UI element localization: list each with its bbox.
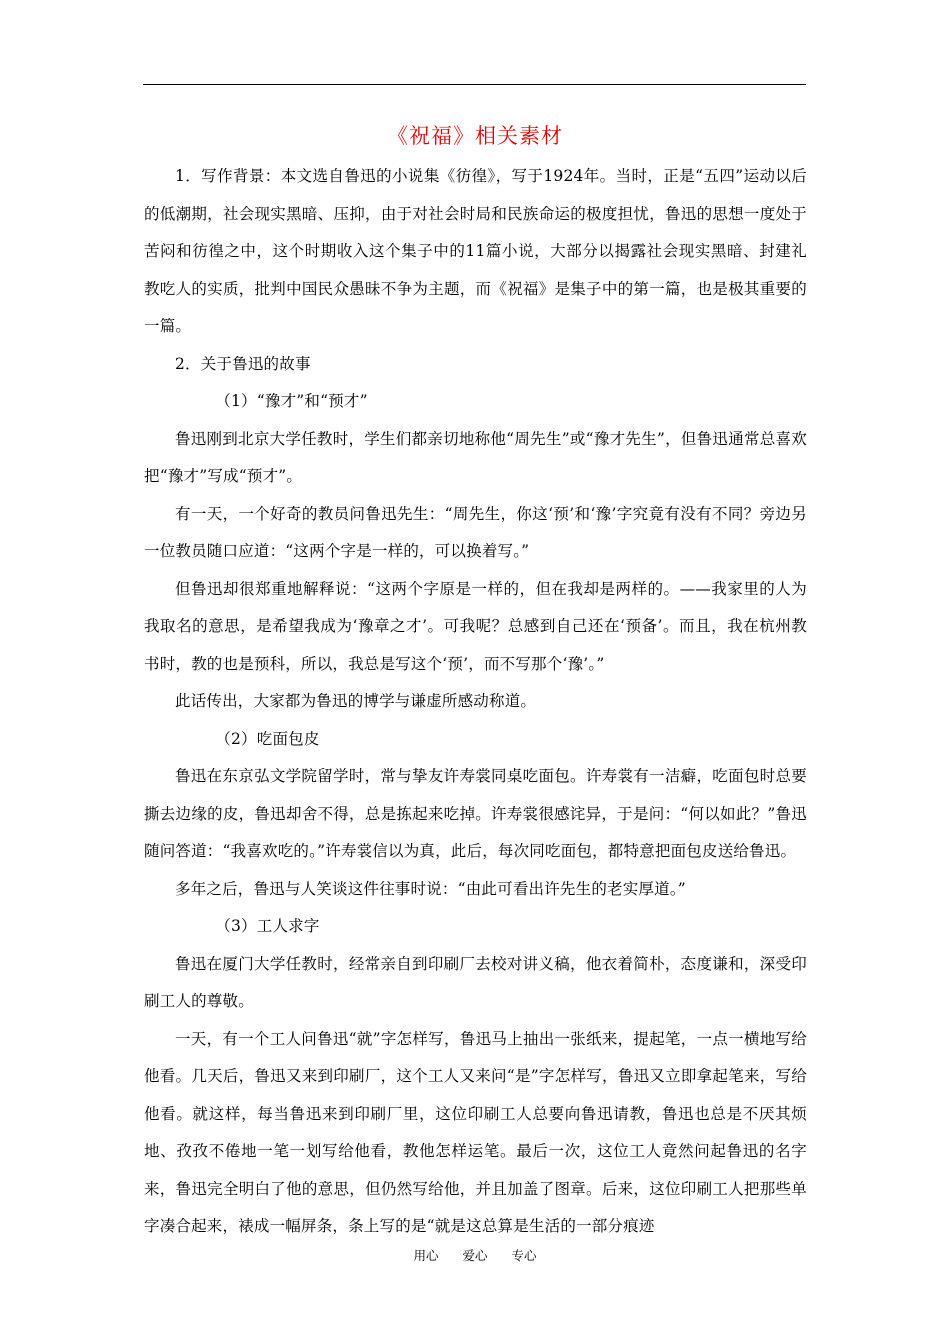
paragraph: 但鲁迅却很郑重地解释说：“这两个字原是一样的，但在我却是两样的。——我家里的人为我取名的意思，是希望我成为‘豫章之才’。可我呢？总感到自己还在‘预备’。而且，我在杭州教书时，教的也是预科，所以，我总是写这个‘预’，而不写那个‘豫’。”	[144, 579, 807, 673]
story-heading-1: （1）“豫才”和“预才”	[215, 392, 368, 410]
paragraph: 多年之后，鲁迅与人笑谈这件往事时说：“由此可看出许先生的老实厚道。”	[175, 879, 686, 898]
paragraph: 有一天，一个好奇的教员问鲁迅先生：“周先生，你这‘预’和‘豫’字究竟有没有不同？旁边另一位教员随口应道：“这两个字是一样的，可以换着写。”	[144, 504, 807, 560]
footer-motto-3: 专心	[511, 1248, 537, 1263]
page-footer	[0, 1246, 950, 1266]
footer-motto-1: 用心	[413, 1248, 439, 1263]
header-rule	[143, 84, 806, 85]
section-heading-stories: 2．关于鲁迅的故事	[175, 354, 311, 373]
document-title: 《祝福》相关素材	[387, 124, 563, 148]
paragraph: 鲁迅在东京弘文学院留学时，常与挚友许寿裳同桌吃面包。许寿裳有一洁癖，吃面包时总要撕去边缘的皮，鲁迅却舍不得，总是拣起来吃掉。许寿裳很感诧异，于是问：“何以如此？”鲁迅随问答道：“我喜欢吃的。”许寿裳信以为真，此后，每次同吃面包，都特意把面包皮送给鲁迅。	[144, 767, 807, 860]
story-heading-2: （2）吃面包皮	[215, 729, 320, 748]
paragraph: 鲁迅刚到北京大学任教时，学生们都亲切地称他“周先生”或“豫才先生”，但鲁迅通常总喜欢把“豫才”写成“预才”。	[144, 429, 807, 485]
paragraph: 此话传出，大家都为鲁迅的博学与谦虚所感动称道。	[175, 692, 537, 710]
story-heading-3: （3）工人求字	[215, 917, 320, 935]
footer-motto-2: 爱心	[462, 1248, 488, 1263]
document-body	[144, 158, 807, 1246]
paragraph: 鲁迅在厦门大学任教时，经常亲自到印刷厂去校对讲义稿，他衣着简朴，态度谦和，深受印刷工人的尊敬。	[144, 954, 807, 1010]
paragraph-background: 1．写作背景：本文选自鲁迅的小说集《彷徨》，写于1924年。当时，正是“五四”运动以后的低潮期，社会现实黑暗、压抑，由于对社会时局和民族命运的极度担忧，鲁迅的思想一度处于苦闷和彷徨之中，这个时期收入这个集子中的11篇小说，大部分以揭露社会现实黑暗、封建礼教吃人的实质，批判中国民众愚昧不争为主题，而《祝福》是集子中的第一篇，也是极其重要的一篇。	[144, 167, 807, 335]
paragraph: 一天，有一个工人问鲁迅“就”字怎样写，鲁迅马上抽出一张纸来，提起笔，一点一横地写给他看。几天后，鲁迅又来到印刷厂，这个工人又来问“是”字怎样写，鲁迅又立即拿起笔来，写给他看。就这样，每当鲁迅来到印刷厂里，这位印刷工人总要向鲁迅请教，鲁迅也总是不厌其烦地、孜孜不倦地一笔一划写给他看，教他怎样运笔。最后一次，这位工人竟然问起鲁迅的名字来，鲁迅完全明白了他的意思，但仍然写给他，并且加盖了图章。后来，这位印刷工人把那些单字凑合起来，裱成一幅屏条，条上写的是“就是这总算是生活的一部分痕迹	[144, 1029, 807, 1235]
